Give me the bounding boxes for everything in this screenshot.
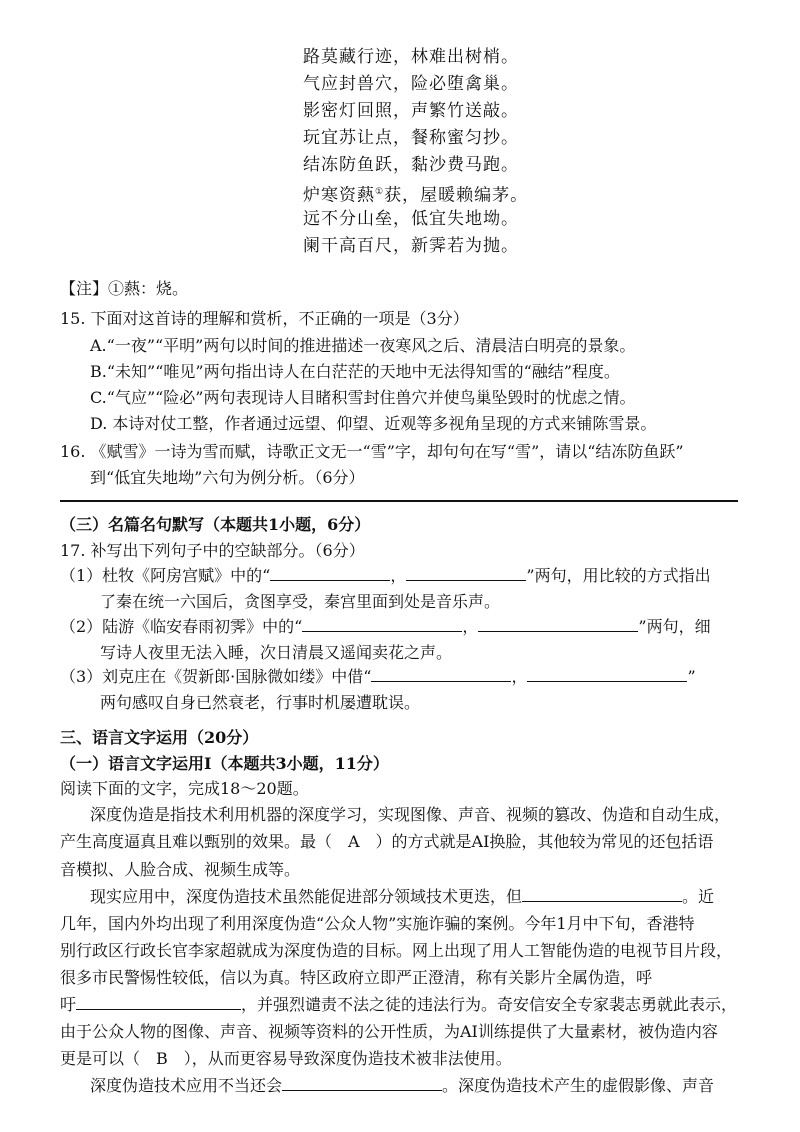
passage-line: 别行政区行政长官李家超就成为深度伪造的目标。网上出现了用人工智能伪造的电视节目片段，	[60, 941, 733, 960]
answer-blank[interactable]	[522, 887, 682, 902]
answer-blank[interactable]	[371, 667, 511, 682]
passage-text: 深度伪造技术应用不当还会	[90, 1076, 283, 1095]
answer-blank[interactable]	[478, 617, 638, 632]
answer-blank[interactable]	[302, 617, 462, 632]
passage-line: 产生高度逼真且难以甄别的效果。最（ A ）的方式就是AI换脸，其他较为常见的还包括语	[60, 832, 714, 851]
poem-note: 【注】①爇：烧。	[60, 279, 189, 298]
passage-line: 由于公众人物的图像、声音、视频等资料的公开性质，为AI训练提供了大量素材，被伪造内容	[60, 1022, 718, 1041]
part-3-subtitle: （一）语言文字运用Ⅰ（本题共3小题，11分）	[60, 754, 389, 773]
section-3-header: （三）名篇名句默写（本题共1小题，6分）	[60, 515, 371, 534]
answer-blank[interactable]	[76, 995, 241, 1010]
poem-line: 气应封兽穴，险必堕禽巢。	[303, 74, 519, 94]
poem-line	[303, 179, 633, 206]
q15-option-a: A.“一夜”“平明”两句以时间的推进描述一夜寒风之后、清晨洁白明亮的景象。	[90, 336, 636, 355]
passage-line	[90, 1073, 780, 1096]
q17-p1-sep: ，	[390, 566, 407, 585]
q17-p1-prefix: （1）杜牧《阿房宫赋》中的“	[60, 566, 271, 585]
question-17-stem: 17. 补写出下列句子中的空缺部分。（6分）	[60, 541, 365, 560]
q17-p3-suffix: ”	[687, 667, 696, 686]
q15-option-d: D. 本诗对仗工整，作者通过远望、仰望、近观等多视角呈现的方式来铺陈雪景。	[90, 414, 657, 433]
section-divider	[60, 500, 738, 502]
poem-line: 路莫藏行迹，林难出树梢。	[303, 47, 519, 67]
answer-blank[interactable]	[270, 566, 390, 581]
footnote-marker: ①	[375, 187, 385, 197]
question-15-stem: 15. 下面对这首诗的理解和赏析，不正确的一项是（3分）	[60, 309, 469, 328]
q17-part2-cont: 写诗人夜里无法入睡，次日清晨又遥闻卖花之声。	[100, 643, 453, 662]
poem-line-6-tail: 获，屋暖赖编茅。	[384, 185, 529, 206]
poem	[303, 44, 633, 260]
poem-line-6-head: 炉寒资爇	[303, 185, 375, 206]
q17-part1	[60, 563, 750, 586]
passage-line	[60, 992, 750, 1015]
passage-line	[90, 884, 780, 907]
poem-line: 远不分山垒，低宜失地坳。	[303, 209, 519, 229]
answer-blank[interactable]	[406, 566, 526, 581]
q17-p2-prefix: （2）陆游《临安春雨初霁》中的“	[60, 617, 303, 636]
q17-part3	[60, 664, 750, 687]
passage-text: 现实应用中，深度伪造技术虽然能促进部分领域技术更迭，但	[90, 887, 523, 906]
poem-line: 玩宜苏让点，餐称蜜匀抄。	[303, 128, 519, 148]
q15-option-c: C.“气应”“险必”两句表现诗人目睹积雪封住兽穴并使鸟巢坠毁时的忧虑之情。	[90, 388, 636, 407]
poem-line: 结冻防鱼跃，黏沙费马跑。	[303, 155, 519, 175]
passage-line: 更是可以（ B ），从而更容易导致深度伪造技术被非法使用。	[60, 1049, 512, 1068]
passage-line: 深度伪造是指技术利用机器的深度学习，实现图像、声音、视频的篡改、伪造和自动生成，	[90, 805, 731, 824]
q17-part1-cont: 了秦在统一六国后，贪图享受，秦宫里面到处是音乐声。	[100, 592, 501, 611]
passage-line: 很多市民警惕性较低，信以为真。特区政府立即严正澄清，称有关影片全属伪造，呼	[60, 968, 653, 987]
part-3-title: 三、语言文字运用（20分）	[60, 728, 259, 747]
answer-blank[interactable]	[527, 667, 687, 682]
q17-part3-cont: 两句感叹自身已然衰老，行事时机屡遭耽误。	[100, 693, 421, 712]
passage-text: 。近	[682, 887, 715, 906]
passage-line: 音模拟、人脸合成、视频生成等。	[60, 860, 301, 879]
passage-line: 几年，国内外均出现了利用深度伪造“公众人物”实施诈骗的案例。今年1月中下旬，香港特	[60, 914, 695, 933]
answer-blank[interactable]	[282, 1076, 442, 1091]
q17-p2-suffix: ”两句，细	[638, 617, 711, 636]
q17-p2-sep: ，	[462, 617, 479, 636]
passage-text: ，并强烈谴责不法之徒的违法行为。奇安信安全专家裴志勇就此表示，	[241, 995, 738, 1014]
q15-option-b: B.“未知”“唯见”两句指出诗人在白茫茫的天地中无法得知雪的“融结”程度。	[90, 362, 620, 381]
poem-line: 阑干高百尺，新霁若为抛。	[303, 236, 519, 256]
question-16-line1: 16. 《赋雪》一诗为雪而赋，诗歌正文无一“雪”字，却句句在写“雪”，请以“结冻防鱼跃”	[60, 442, 684, 461]
q17-p3-prefix: （3）刘克庄在《贺新郎·国脉微如缕》中借“	[60, 667, 372, 686]
passage-text: 。深度伪造技术产生的虚假影像、声音	[442, 1076, 715, 1095]
question-16-line2: 到“低宜失地坳”六句为例分析。（6分）	[90, 468, 365, 487]
passage-text: 吁	[60, 995, 77, 1014]
q17-p3-sep: ，	[511, 667, 528, 686]
q17-p1-suffix: ”两句，用比较的方式指出	[526, 566, 711, 585]
poem-line: 影密灯回照，声繁竹送敲。	[303, 101, 519, 121]
reading-instruction: 阅读下面的文字，完成18～20题。	[60, 779, 309, 798]
q17-part2	[60, 614, 750, 637]
